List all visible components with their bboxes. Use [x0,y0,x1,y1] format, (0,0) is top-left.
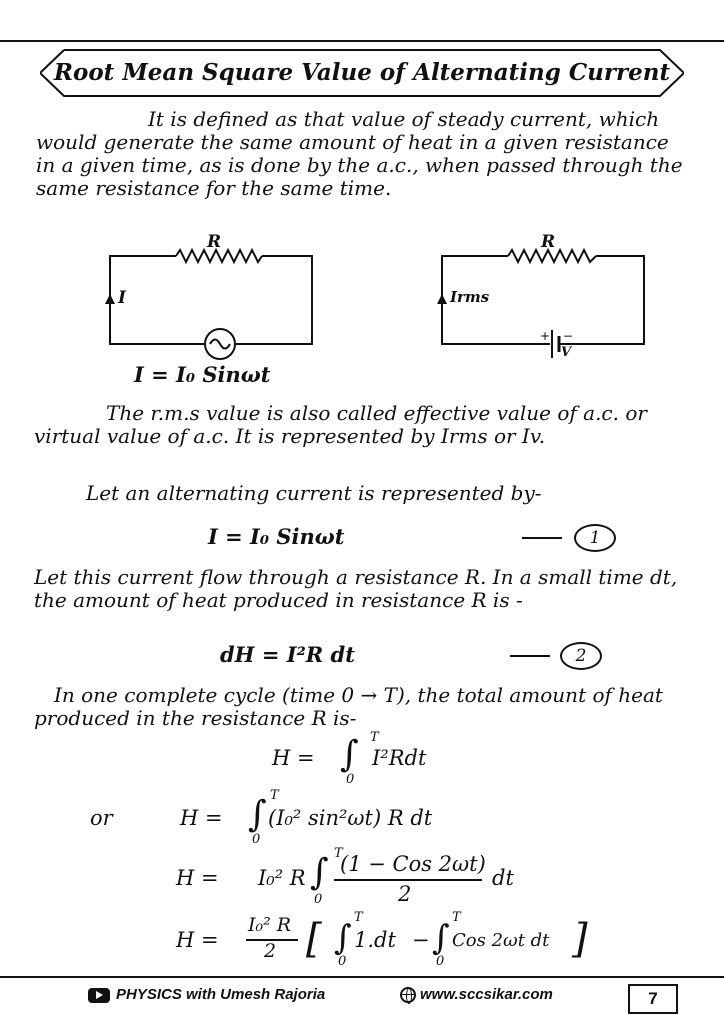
eq4-integrand: (I₀² sin²ωt) R dt [268,806,433,830]
right-current-label: Irms [450,288,490,306]
eq5-lower: 0 [314,892,323,907]
eq3-upper: T [370,730,379,745]
eq5-lhs: H = [176,866,219,890]
eq3-integral-icon: ∫ [340,734,359,775]
right-bracket-icon: ] [572,916,588,962]
left-bracket-icon: [ [306,916,322,962]
page-number: 7 [628,984,678,1014]
cycle-paragraph: In one complete cycle (time 0 → T), the total amount of heat produced in the resistance R is- [34,683,663,730]
flow-paragraph: Let this current flow through a resistance R. In a small time dt, the amount of heat produced in resistance R is - [34,565,678,612]
eq1-dash [522,537,562,539]
youtube-icon [88,988,110,1003]
left-current-arrow-icon [105,294,115,304]
eq4-lower: 0 [252,832,261,847]
rms-paragraph: The r.m.s value is also called effective value of a.c. or virtual value of a.c. It is represented by Irms or Iv. [34,401,647,448]
eq2-number: 2 [560,642,602,670]
eq5-fraction-bar [334,879,482,881]
right-current-arrow-icon [437,294,447,304]
page-title: Root Mean Square Value of Alternating Current [53,59,671,86]
svg-text:−: − [563,329,574,343]
eq1-number: 1 [574,524,616,552]
eq6-upper2: T [452,910,461,925]
left-circuit [105,250,312,359]
eq6-upper1: T [354,910,363,925]
eq3-integrand: I²Rdt [372,746,427,770]
equation-1: I = I₀ Sinωt [208,524,345,549]
equation-2: dH = I²R dt [220,642,355,667]
eq6-integral2-icon: ∫ [432,918,450,958]
footer-channel: PHYSICS with Umesh Rajoria [116,986,326,1003]
left-circuit-equation: I = I₀ Sinωt [134,362,271,387]
bottom-rule [0,976,724,978]
eq4-prefix: or [90,806,113,830]
eq5-integral-icon: ∫ [310,852,329,893]
battery-label: V [561,345,572,360]
eq6-lower2: 0 [436,954,445,969]
eq6-lhs: H = [176,928,219,952]
left-current-label: I [118,288,126,308]
eq6-term2: Cos 2ωt dt [452,930,550,951]
eq6-lower1: 0 [338,954,347,969]
eq6-term1: 1.dt [354,928,396,952]
eq2-dash [510,655,550,657]
footer-website[interactable]: www.sccsikar.com [420,986,553,1003]
eq6-integral1-icon: ∫ [334,918,352,958]
circuit-diagrams [0,232,724,372]
eq4-integral-icon: ∫ [248,794,267,835]
eq6-frac-num: I₀² R [248,914,292,936]
title-banner [40,48,684,98]
eq5-denominator: 2 [398,882,412,906]
eq6-minus: − [412,928,430,952]
globe-icon [400,987,416,1003]
definition-paragraph: It is defined as that value of steady current, which would generate the same amount of heat in a given resistance in a given time, as is done by the a.c., when passed through the same resistance for the same time. [36,107,683,200]
left-resistor-label: R [207,232,222,252]
right-resistor-label: R [541,232,556,252]
eq5-coef: I₀² R [258,866,306,890]
eq3-lhs: H = [272,746,315,770]
eq3-lower: 0 [346,772,355,787]
eq4-upper: T [270,788,279,803]
eq6-frac-den: 2 [264,940,277,962]
eq5-upper: T [334,846,343,861]
let-line: Let an alternating current is represented by- [86,481,542,505]
eq5-tail: dt [492,866,514,890]
top-rule [0,40,724,42]
svg-text:+: + [540,329,551,343]
eq4-lhs: H = [180,806,223,830]
eq5-numerator: (1 − Cos 2ωt) [340,852,486,876]
